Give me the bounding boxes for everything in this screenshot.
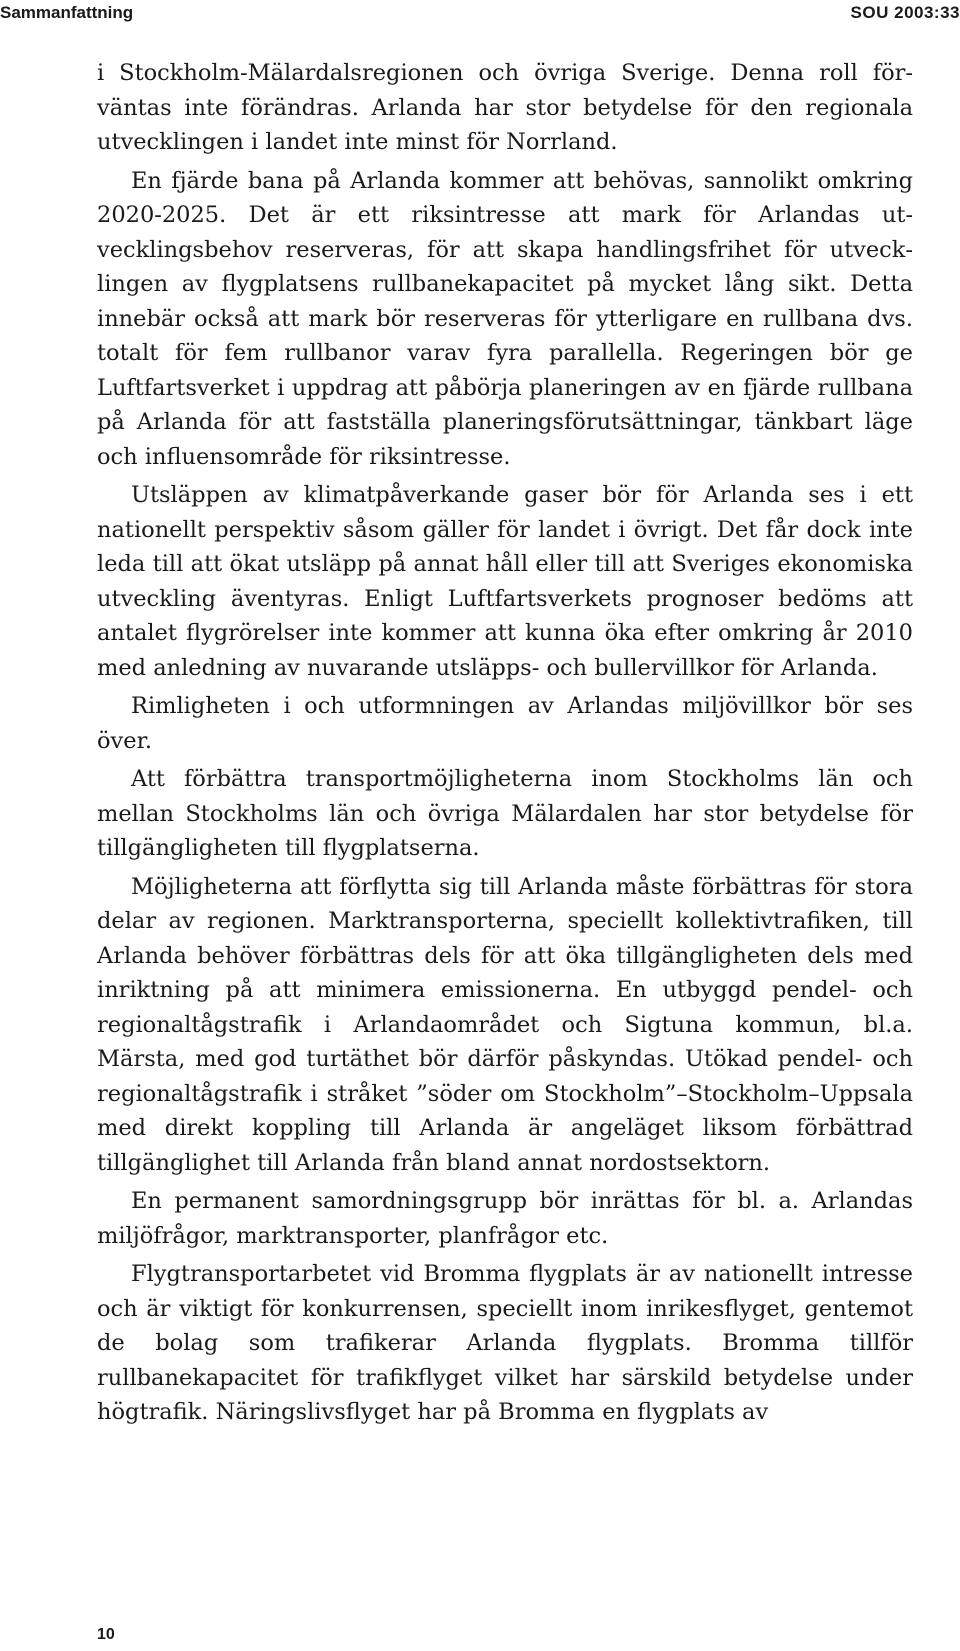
- paragraph: Flygtransportarbetet vid Bromma flygplats är av nationellt intresse och är viktigt för konkurrensen, speciellt inom inrikesflyget, gentemot de bolag som trafikerar Arlanda flygplats. Bromma tillför rullbanekapacitet för trafikflyget vilket har särskild betydelse under högtrafik. Näringslivsflyget har på Bromma en flygplats av: [97, 1261, 913, 1425]
- paragraph: En fjärde bana på Arlanda kommer att behövas, sannolikt omkring 2020-2025. Det är ett riksintresse att mark för Arlandas utvecklingsbehov reserveras, för att skapa handlingsfrihet för utvecklingen av flygplatsens rullbanekapacitet på mycket lång sikt. Detta innebär också att mark bör reserveras för ytterligare en rullbana dvs. totalt för fem rullbanor varav fyra parallella. Regeringen bör ge Luftfartsverket i uppdrag att påbörja planeringen av en fjärde rullbana på Arlanda för att fastställa planeringsförutsättningar, tänkbart läge och influensområde för riksintresse.: [97, 167, 913, 470]
- running-header: [0, 0, 960, 24]
- page-number: 10: [97, 1626, 115, 1643]
- body-text: [97, 56, 913, 1434]
- document-reference: SOU 2003:33: [850, 3, 960, 22]
- paragraph: i Stockholm-Mälardalsregionen och övriga Sverige. Denna roll förväntas inte förändras. Arlanda har stor betydelse för den regionala utvecklingen i landet inte minst för Norrland.: [97, 60, 913, 155]
- paragraph: Rimligheten i och utformningen av Arlandas miljövillkor bör ses över.: [97, 693, 913, 754]
- paragraph: Utsläppen av klimatpåverkande gaser bör för Arlanda ses i ett nationellt perspektiv såsom gäller för landet i övrigt. Det får dock inte leda till att ökat utsläpp på annat håll eller till att Sveriges ekonomiska utveckling äventyras. Enligt Luftfartsverkets prognoser bedöms att antalet flygrörelser inte kommer att kunna öka efter omkring år 2010 med anledning av nuvarande utsläpps- och bullervillkor för Arlanda.: [97, 482, 913, 681]
- paragraph: Att förbättra transportmöjligheterna inom Stockholms län och mellan Stockholms län och övriga Mälardalen har stor betydelse för tillgängligheten till flygplatserna.: [97, 766, 913, 861]
- paragraph: En permanent samordningsgrupp bör inrättas för bl. a. Arlandas miljöfrågor, marktransporter, planfrågor etc.: [97, 1188, 913, 1249]
- section-title: Sammanfattning: [0, 3, 134, 22]
- paragraph: Möjligheterna att förflytta sig till Arlanda måste förbättras för stora delar av regionen. Marktransporterna, speciellt kollektivtrafiken, till Arlanda behöver förbättras dels för att öka tillgängligheten dels med inriktning på att minimera emissionerna. En utbyggd pendel- och regionaltågstrafik i Arlandaområdet och Sigtuna kommun, bl.a. Märsta, med god turtäthet bör därför påskyndas. Utökad pendel- och regionaltågstrafik i stråket ”söder om Stockholm”–Stockholm–Uppsala med direkt koppling till Arlanda är angeläget liksom förbättrad tillgänglighet till Arlanda från bland annat nordostsektorn.: [97, 873, 913, 1176]
